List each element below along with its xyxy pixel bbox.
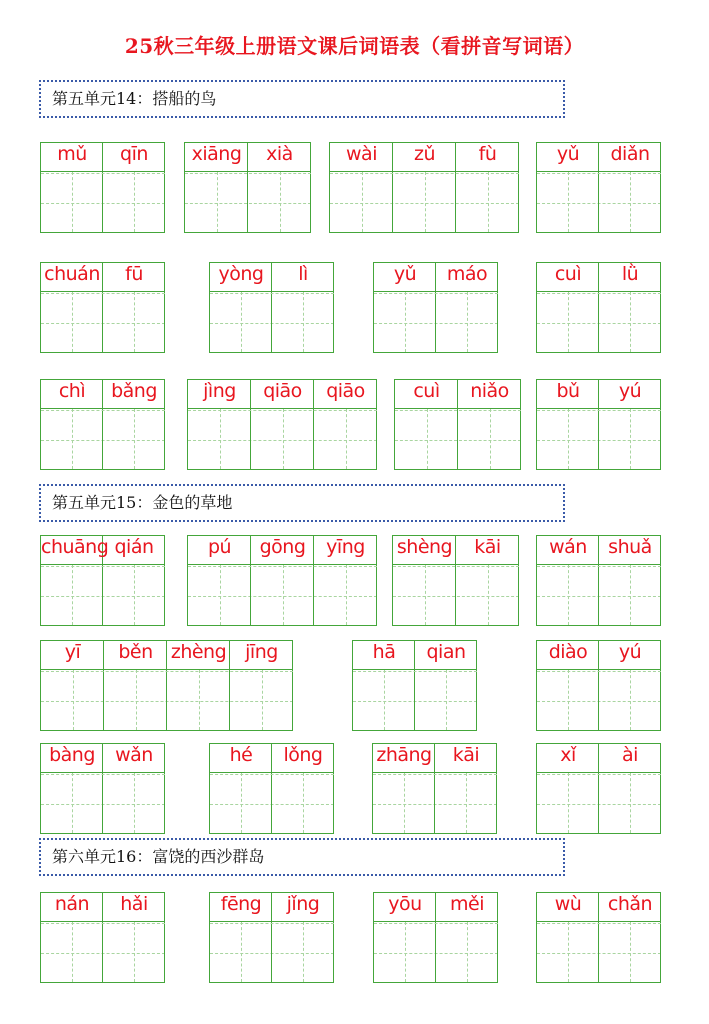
cell-guide-line bbox=[217, 172, 218, 232]
word-writing-box bbox=[40, 535, 165, 625]
pinyin-row-line bbox=[353, 669, 477, 670]
pinyin-row-line bbox=[395, 408, 521, 409]
word-writing-box bbox=[40, 892, 165, 982]
pinyin-syllable: hé bbox=[229, 744, 253, 766]
word-writing-box bbox=[187, 535, 377, 625]
cell-guide-line bbox=[568, 292, 569, 352]
pinyin-syllable: wù bbox=[554, 893, 582, 915]
cell-guide-line bbox=[134, 773, 135, 833]
pinyin-syllable: diào bbox=[548, 641, 588, 663]
word-writing-box bbox=[536, 379, 661, 469]
cell-guide-line bbox=[427, 409, 428, 469]
pinyin-row-line bbox=[373, 772, 497, 773]
word-writing-box bbox=[536, 535, 661, 625]
cell-guide-line bbox=[630, 773, 631, 833]
cell-guide-line bbox=[425, 565, 426, 625]
cell-guide-line bbox=[303, 292, 304, 352]
cell-guide-line bbox=[467, 292, 468, 352]
cell-guide-line bbox=[568, 670, 569, 730]
word-writing-box bbox=[187, 379, 377, 469]
cell-guide-line bbox=[72, 172, 73, 232]
cell-guide-line bbox=[362, 172, 363, 232]
cell-guide-line bbox=[488, 565, 489, 625]
pinyin-syllable: běn bbox=[118, 641, 153, 663]
cell-guide-line bbox=[241, 922, 242, 982]
pinyin-syllable: nán bbox=[54, 893, 90, 915]
cell-guide-line bbox=[405, 922, 406, 982]
pinyin-syllable: ài bbox=[622, 744, 638, 766]
cell-guide-line bbox=[404, 773, 405, 833]
word-writing-box bbox=[392, 535, 519, 625]
cell-guide-line bbox=[134, 172, 135, 232]
cell-guide-line bbox=[488, 172, 489, 232]
cell-guide-line bbox=[72, 409, 73, 469]
word-writing-box bbox=[536, 262, 661, 352]
cell-guide-line bbox=[73, 670, 74, 730]
pinyin-row-line bbox=[537, 171, 661, 172]
page-title: 25秋三年级上册语文课后词语表（看拼音写词语） bbox=[124, 34, 585, 58]
pinyin-syllable: lǜ bbox=[621, 263, 639, 285]
cell-guide-line bbox=[241, 292, 242, 352]
cell-guide-line bbox=[134, 565, 135, 625]
pinyin-row-line bbox=[393, 564, 519, 565]
pinyin-syllable: kāi bbox=[452, 744, 480, 766]
cell-guide-line bbox=[283, 565, 284, 625]
pinyin-syllable: yōu bbox=[388, 893, 422, 915]
word-writing-box bbox=[40, 640, 293, 730]
box-bottom-line bbox=[187, 625, 377, 626]
box-bottom-line bbox=[329, 232, 519, 233]
word-writing-box bbox=[373, 892, 498, 982]
pinyin-syllable: zhèng bbox=[170, 641, 227, 663]
cell-guide-line bbox=[262, 670, 263, 730]
cell-guide-line bbox=[346, 409, 347, 469]
cell-guide-line bbox=[134, 292, 135, 352]
pinyin-syllable: bàng bbox=[49, 744, 95, 766]
pinyin-syllable: shèng bbox=[396, 536, 453, 558]
pinyin-syllable: yǔ bbox=[556, 143, 580, 165]
cell-guide-line bbox=[72, 773, 73, 833]
pinyin-syllable: jìng bbox=[203, 380, 236, 402]
pinyin-syllable: bǔ bbox=[556, 380, 580, 402]
pinyin-syllable: zhāng bbox=[376, 744, 432, 766]
pinyin-row-line bbox=[41, 564, 165, 565]
cell-guide-line bbox=[134, 922, 135, 982]
cell-guide-line bbox=[568, 409, 569, 469]
cell-guide-line bbox=[467, 922, 468, 982]
cell-guide-line bbox=[630, 670, 631, 730]
cell-guide-line bbox=[446, 670, 447, 730]
pinyin-syllable: jīng bbox=[245, 641, 278, 663]
unit-heading-15: 第五单元15：金色的草地 bbox=[39, 484, 565, 522]
pinyin-syllable: qiāo bbox=[263, 380, 302, 402]
pinyin-syllable: qian bbox=[426, 641, 466, 663]
pinyin-syllable: yīng bbox=[326, 536, 365, 558]
pinyin-syllable: diǎn bbox=[610, 143, 650, 165]
pinyin-syllable: cuì bbox=[554, 263, 582, 285]
pinyin-syllable: wán bbox=[549, 536, 587, 558]
word-writing-box bbox=[352, 640, 477, 730]
pinyin-syllable: qīn bbox=[120, 143, 148, 165]
pinyin-row-line bbox=[374, 921, 498, 922]
unit-heading-14: 第五单元14：搭船的鸟 bbox=[39, 80, 565, 118]
cell-guide-line bbox=[630, 922, 631, 982]
cell-guide-line bbox=[72, 922, 73, 982]
pinyin-syllable: xǐ bbox=[560, 744, 576, 766]
word-writing-box bbox=[184, 142, 311, 232]
pinyin-syllable: xiāng bbox=[191, 143, 242, 165]
pinyin-syllable: hā bbox=[372, 641, 396, 663]
cell-guide-line bbox=[136, 670, 137, 730]
pinyin-row-line bbox=[537, 772, 661, 773]
pinyin-syllable: chuāng bbox=[41, 536, 109, 558]
pinyin-syllable: fū bbox=[125, 263, 143, 285]
cell-guide-line bbox=[241, 773, 242, 833]
pinyin-syllable: yòng bbox=[218, 263, 264, 285]
pinyin-syllable: niǎo bbox=[470, 380, 509, 402]
pinyin-syllable: chì bbox=[58, 380, 86, 402]
pinyin-row-line bbox=[537, 408, 661, 409]
pinyin-syllable: chǎn bbox=[607, 893, 653, 915]
pinyin-syllable: zǔ bbox=[413, 143, 435, 165]
cell-guide-line bbox=[220, 409, 221, 469]
pinyin-syllable: kāi bbox=[474, 536, 501, 558]
pinyin-syllable: hǎi bbox=[120, 893, 148, 915]
cell-guide-line bbox=[568, 773, 569, 833]
word-writing-box bbox=[536, 892, 661, 982]
cell-guide-line bbox=[384, 670, 385, 730]
pinyin-syllable: pú bbox=[207, 536, 232, 558]
cell-guide-line bbox=[280, 172, 281, 232]
cell-guide-line bbox=[199, 670, 200, 730]
word-writing-box bbox=[372, 743, 497, 833]
cell-guide-line bbox=[220, 565, 221, 625]
pinyin-syllable: wài bbox=[346, 143, 377, 165]
pinyin-syllable: yī bbox=[64, 641, 81, 663]
pinyin-row-line bbox=[210, 921, 334, 922]
cell-guide-line bbox=[283, 409, 284, 469]
cell-guide-line bbox=[490, 409, 491, 469]
word-writing-box bbox=[536, 743, 661, 833]
word-writing-box bbox=[209, 743, 334, 833]
pinyin-syllable: yǔ bbox=[393, 263, 417, 285]
pinyin-row-line bbox=[537, 291, 661, 292]
pinyin-syllable: měi bbox=[450, 893, 484, 915]
pinyin-syllable: fēng bbox=[220, 893, 262, 915]
cell-guide-line bbox=[568, 565, 569, 625]
cell-guide-line bbox=[466, 773, 467, 833]
pinyin-syllable: qiāo bbox=[326, 380, 365, 402]
pinyin-row-line bbox=[41, 171, 165, 172]
pinyin-row-line bbox=[210, 291, 334, 292]
pinyin-syllable: bǎng bbox=[111, 380, 157, 402]
cell-guide-line bbox=[346, 565, 347, 625]
pinyin-syllable: jǐng bbox=[286, 893, 320, 915]
cell-guide-line bbox=[405, 292, 406, 352]
box-bottom-line bbox=[187, 469, 377, 470]
pinyin-syllable: wǎn bbox=[115, 744, 153, 766]
cell-guide-line bbox=[630, 172, 631, 232]
unit-heading-16: 第六单元16：富饶的西沙群岛 bbox=[39, 838, 565, 876]
pinyin-row-line bbox=[210, 772, 334, 773]
pinyin-row-line bbox=[374, 291, 498, 292]
word-writing-box bbox=[394, 379, 521, 469]
pinyin-row-line bbox=[537, 921, 661, 922]
cell-guide-line bbox=[72, 565, 73, 625]
cell-guide-line bbox=[134, 409, 135, 469]
pinyin-syllable: fù bbox=[478, 143, 497, 165]
pinyin-syllable: cuì bbox=[413, 380, 440, 402]
word-writing-box bbox=[536, 142, 661, 232]
pinyin-syllable: yú bbox=[618, 641, 642, 663]
pinyin-row-line bbox=[41, 291, 165, 292]
word-writing-box bbox=[209, 892, 334, 982]
pinyin-syllable: gōng bbox=[259, 536, 306, 558]
word-writing-box bbox=[373, 262, 498, 352]
word-writing-box bbox=[329, 142, 519, 232]
word-writing-box bbox=[40, 262, 165, 352]
pinyin-syllable: yú bbox=[618, 380, 642, 402]
pinyin-row-line bbox=[41, 772, 165, 773]
pinyin-syllable: chuán bbox=[44, 263, 100, 285]
cell-guide-line bbox=[568, 172, 569, 232]
pinyin-syllable: lǒng bbox=[283, 744, 323, 766]
pinyin-syllable: shuǎ bbox=[608, 536, 652, 558]
pinyin-syllable: mǔ bbox=[57, 143, 87, 165]
pinyin-row-line bbox=[185, 171, 311, 172]
cell-guide-line bbox=[630, 292, 631, 352]
cell-guide-line bbox=[568, 922, 569, 982]
word-writing-box bbox=[40, 379, 165, 469]
cell-guide-line bbox=[72, 292, 73, 352]
pinyin-syllable: máo bbox=[446, 263, 488, 285]
word-writing-box bbox=[40, 743, 165, 833]
pinyin-row-line bbox=[537, 669, 661, 670]
cell-guide-line bbox=[303, 922, 304, 982]
pinyin-row-line bbox=[41, 669, 293, 670]
cell-guide-line bbox=[425, 172, 426, 232]
pinyin-row-line bbox=[41, 921, 165, 922]
word-writing-box bbox=[536, 640, 661, 730]
pinyin-syllable: lì bbox=[298, 263, 308, 285]
cell-guide-line bbox=[303, 773, 304, 833]
word-writing-box bbox=[209, 262, 334, 352]
pinyin-syllable: xià bbox=[266, 143, 293, 165]
word-writing-box bbox=[40, 142, 165, 232]
pinyin-row-line bbox=[41, 408, 165, 409]
pinyin-row-line bbox=[537, 564, 661, 565]
pinyin-syllable: qián bbox=[114, 536, 154, 558]
cell-guide-line bbox=[630, 409, 631, 469]
cell-guide-line bbox=[630, 565, 631, 625]
